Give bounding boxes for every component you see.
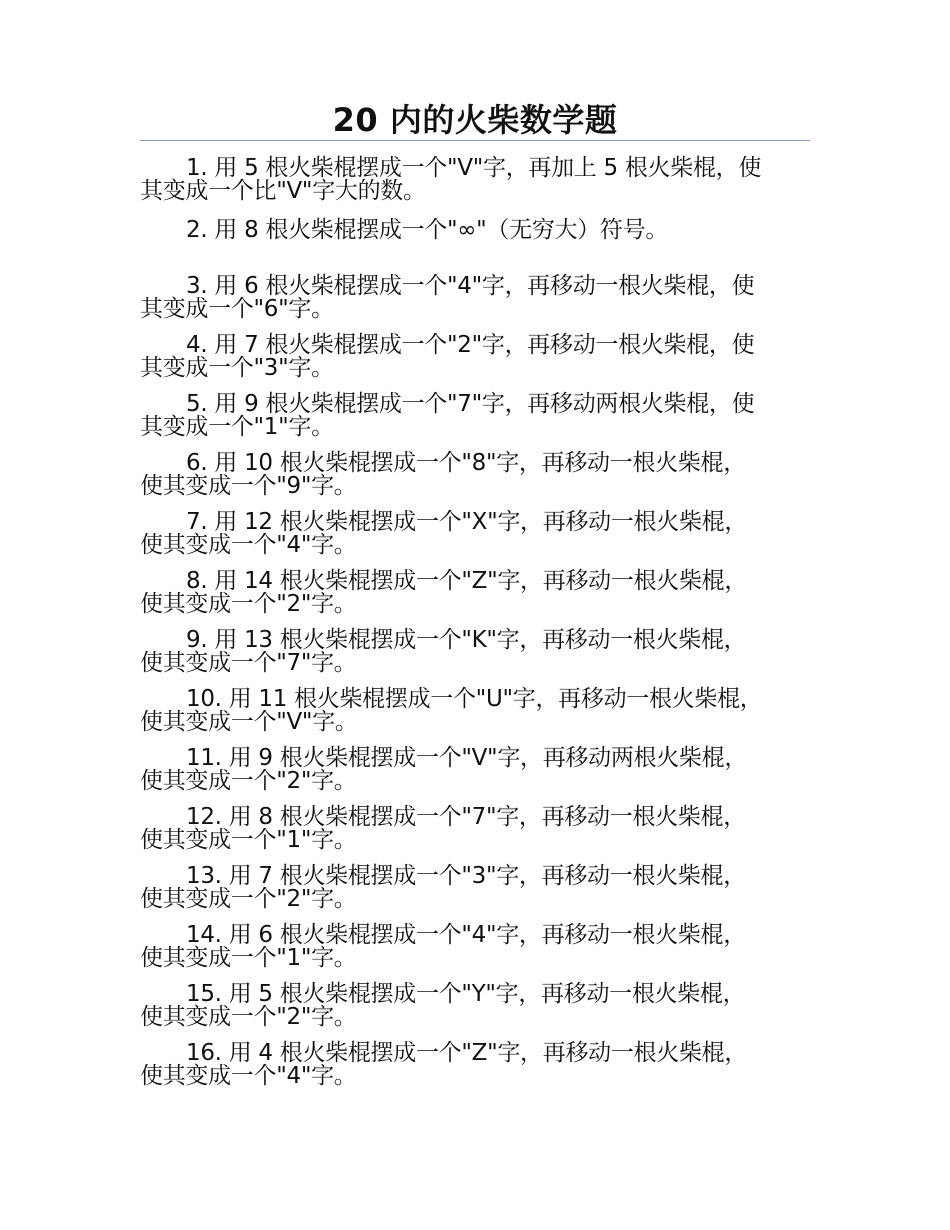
question-text-line2: 使其变成一个"2"字。 [140, 886, 357, 912]
question-item [140, 747, 802, 806]
question-item [140, 806, 802, 865]
page-title: 20 内的火柴数学题 [332, 101, 618, 139]
title-underline [140, 140, 810, 141]
question-list [140, 157, 802, 1101]
question-text-line1: 9. 用 13 根火柴棍摆成一个"K"字，再移动一根火柴棍， [186, 627, 747, 653]
question-text-line1: 3. 用 6 根火柴棍摆成一个"4"字，再移动一根火柴棍，使 [186, 273, 755, 299]
question-text-line1: 16. 用 4 根火柴棍摆成一个"Z"字，再移动一根火柴棍， [186, 1040, 748, 1066]
question-text-line2: 使其变成一个"2"字。 [140, 768, 357, 794]
question-text-line2: 使其变成一个"4"字。 [140, 532, 357, 558]
question-text-line1: 11. 用 9 根火柴棍摆成一个"V"字，再移动两根火柴棍， [186, 745, 748, 771]
question-item [140, 511, 802, 570]
question-item [140, 393, 802, 452]
question-item [140, 452, 802, 511]
question-text-line2: 使其变成一个"2"字。 [140, 1004, 357, 1030]
question-text-line2: 使其变成一个"9"字。 [140, 473, 357, 499]
question-text-line1: 5. 用 9 根火柴棍摆成一个"7"字，再移动两根火柴棍，使 [186, 391, 755, 417]
question-item [140, 216, 802, 275]
question-text-line1: 13. 用 7 根火柴棍摆成一个"3"字，再移动一根火柴棍， [186, 863, 746, 889]
question-text-line2: 其变成一个"6"字。 [140, 296, 334, 322]
question-item [140, 1042, 802, 1101]
question-text-line1: 15. 用 5 根火柴棍摆成一个"Y"字，再移动一根火柴棍， [186, 981, 746, 1007]
question-text-line2: 使其变成一个"1"字。 [140, 827, 357, 853]
question-item [140, 570, 802, 629]
question-item [140, 924, 802, 983]
question-text-line1: 14. 用 6 根火柴棍摆成一个"4"字，再移动一根火柴棍， [186, 922, 746, 948]
question-text-line2: 使其变成一个"4"字。 [140, 1063, 357, 1089]
question-text-line2: 其变成一个"3"字。 [140, 355, 334, 381]
question-text-line2: 使其变成一个"2"字。 [140, 591, 357, 617]
question-text-line2: 使其变成一个"7"字。 [140, 650, 357, 676]
question-text-line2: 其变成一个比"V"字大的数。 [140, 178, 426, 204]
question-text-line2: 其变成一个"1"字。 [140, 414, 334, 440]
question-text-line1: 8. 用 14 根火柴棍摆成一个"Z"字，再移动一根火柴棍， [186, 568, 748, 594]
question-item [140, 157, 802, 216]
question-text-line1: 6. 用 10 根火柴棍摆成一个"8"字，再移动一根火柴棍， [186, 450, 746, 476]
question-item [140, 275, 802, 334]
question-text-line1: 7. 用 12 根火柴棍摆成一个"X"字，再移动一根火柴棍， [186, 509, 748, 535]
question-text-line1: 10. 用 11 根火柴棍摆成一个"U"字，再移动一根火柴棍， [186, 686, 763, 712]
question-item [140, 865, 802, 924]
question-text-line1: 1. 用 5 根火柴棍摆成一个"V"字，再加上 5 根火柴棍，使 [186, 155, 762, 181]
question-text-line1: 2. 用 8 根火柴棍摆成一个"∞"（无穷大）符号。 [186, 217, 669, 243]
question-item [140, 629, 802, 688]
question-item [140, 983, 802, 1042]
question-item [140, 688, 802, 747]
question-text-line2: 使其变成一个"V"字。 [140, 709, 358, 735]
question-text-line1: 4. 用 7 根火柴棍摆成一个"2"字，再移动一根火柴棍，使 [186, 332, 755, 358]
question-item [140, 334, 802, 393]
question-text-line1: 12. 用 8 根火柴棍摆成一个"7"字，再移动一根火柴棍， [186, 804, 746, 830]
question-text-line2: 使其变成一个"1"字。 [140, 945, 357, 971]
